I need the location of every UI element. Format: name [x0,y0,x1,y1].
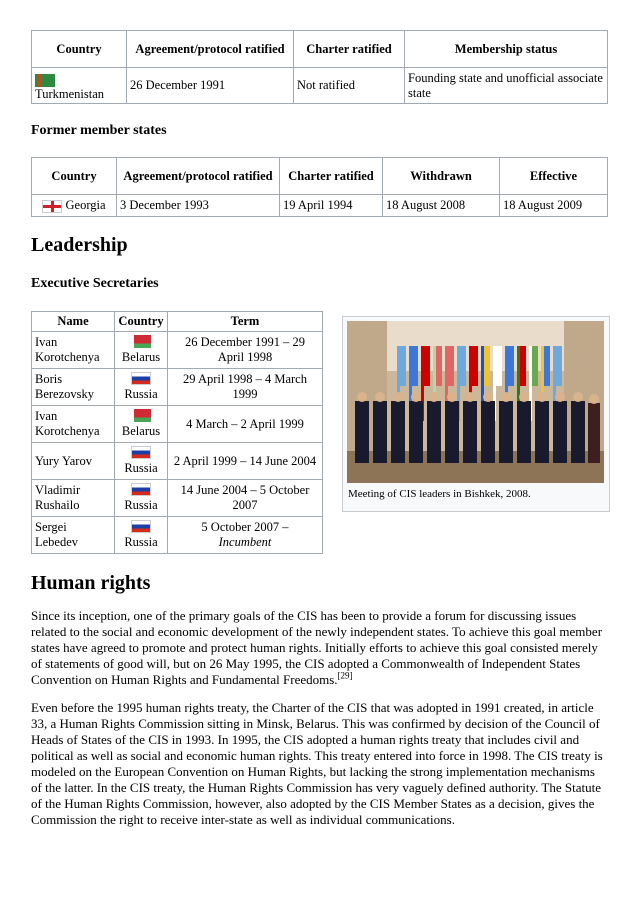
table-row [32,480,323,517]
country-label: Russia [124,498,158,512]
charter-cell: 19 April 1994 [280,195,383,217]
name-link[interactable]: Yury Yarov [35,453,92,468]
reference-link[interactable]: [29] [337,670,353,681]
country-label: Belarus [121,424,161,438]
col-name: Name [32,312,115,332]
term-cell: 26 December 1991 – 29 April 1998 [168,332,323,369]
leadership-heading: Leadership [31,234,128,256]
georgia-flag-icon [42,200,62,213]
term-cell: 29 April 1998 – 4 March 1999 [168,369,323,406]
current-member-table [31,30,608,104]
belarus-flag-icon [131,335,151,348]
col-country: Country [115,312,168,332]
status-cell: Founding state and unofficial associate state [405,68,608,104]
former-member-table [31,157,608,217]
country-cell [115,369,168,406]
country-label: Russia [124,387,158,401]
country-label: Russia [124,461,158,475]
turkmenistan-flag-icon [35,74,55,87]
table-row [32,517,323,554]
name-link[interactable]: Sergei Lebedev [35,520,79,549]
name-link[interactable]: Ivan Korotchenya [35,409,100,438]
country-cell [115,517,168,554]
document-page [31,30,608,827]
term-cell: 14 June 2004 – 5 October 2007 [168,480,323,517]
term-text: 5 October 2007 – [201,520,289,534]
table-row [32,443,323,480]
country-cell [115,406,168,443]
name-link[interactable]: Ivan Korotchenya [35,335,100,364]
table-row [32,195,608,217]
term-cell: 2 April 1999 – 14 June 2004 [168,443,323,480]
name-cell [32,480,115,517]
country-label: Belarus [121,350,161,364]
col-term: Term [168,312,323,332]
col-agreement: Agreement/protocol ratified [117,158,280,195]
country-cell [115,443,168,480]
col-charter: Charter ratified [294,31,405,68]
paragraph-text: Since its inception, one of the primary goals of the CIS has been to provide a forum for discussing issues related to the social and economic development of the newly independent states. To achieve this goal member states have agreed to promote and protect human rights. Initially efforts to achieve this goal consisted merely of statements of good will, but on 26 May 1995, the CIS adopted a Commonwealth of Independent States Convention on Human Rights and Fundamental Freedoms. [31,608,603,687]
term-cell: 4 March – 2 April 1999 [168,406,323,443]
col-membership-status: Membership status [405,31,608,68]
col-effective: Effective [500,158,608,195]
name-cell [32,332,115,369]
charter-cell: Not ratified [294,68,405,104]
name-link[interactable]: Boris Berezovsky [35,372,95,401]
human-rights-heading: Human rights [31,572,151,594]
col-agreement: Agreement/protocol ratified [127,31,294,68]
name-cell [32,517,115,554]
name-cell [32,443,115,480]
table-row [32,68,608,104]
human-rights-body [31,608,608,828]
col-withdrawn: Withdrawn [383,158,500,195]
executive-secretaries-heading: Executive Secretaries [31,276,159,291]
col-charter: Charter ratified [280,158,383,195]
russia-flag-icon [131,483,151,496]
col-country: Country [32,158,117,195]
name-cell [32,369,115,406]
country-cell [115,332,168,369]
paragraph: Even before the 1995 human rights treaty, the Charter of the CIS that was adopted in 1991 created, in article 33, a Human Rights Commission sitting in Minsk, Belarus. This was confirmed by decision of the Council of Heads of States of the CIS in 1993. In 1995, the CIS adopted a human rights treaty that includes civil and political as well as social and economic human rights. This treaty entered into force in 1998. The CIS treaty is modeled on the European Convention on Human Rights, but lacking the strong implementation mechanisms of the latter. In the CIS treaty, the Human Rights Commission has very vaguely defined authority. The Statute of the Human Rights Commission, however, also adopted by the CIS Member States as a decision, gives the Commission the right to receive inter-state as well as individual communications. [31,700,603,827]
country-cell [115,480,168,517]
col-country: Country [32,31,127,68]
executive-secretaries-table [31,311,323,554]
country-cell [32,68,127,104]
country-cell [32,195,117,217]
table-row [32,406,323,443]
incumbent-label: Incumbent [218,535,272,549]
withdrawn-cell: 18 August 2008 [383,195,500,217]
russia-flag-icon [131,520,151,533]
photo-caption: Meeting of CIS leaders in Bishkek, 2008. [348,488,531,500]
agreement-cell: 26 December 1991 [127,68,294,104]
country-link[interactable]: Turkmenistan [35,87,104,101]
effective-cell: 18 August 2009 [500,195,608,217]
paragraph [31,608,608,688]
photo-thumbnail [342,316,610,512]
name-link[interactable]: Vladimir Rushailo [35,483,81,512]
table-row [32,332,323,369]
name-cell [32,406,115,443]
former-members-heading: Former member states [31,123,167,138]
cis-leaders-photo[interactable] [347,321,604,483]
russia-flag-icon [131,446,151,459]
belarus-flag-icon [131,409,151,422]
term-cell [168,517,323,554]
table-row [32,369,323,406]
country-label: Russia [124,535,158,549]
country-link[interactable]: Georgia [65,198,106,212]
agreement-cell: 3 December 1993 [117,195,280,217]
russia-flag-icon [131,372,151,385]
